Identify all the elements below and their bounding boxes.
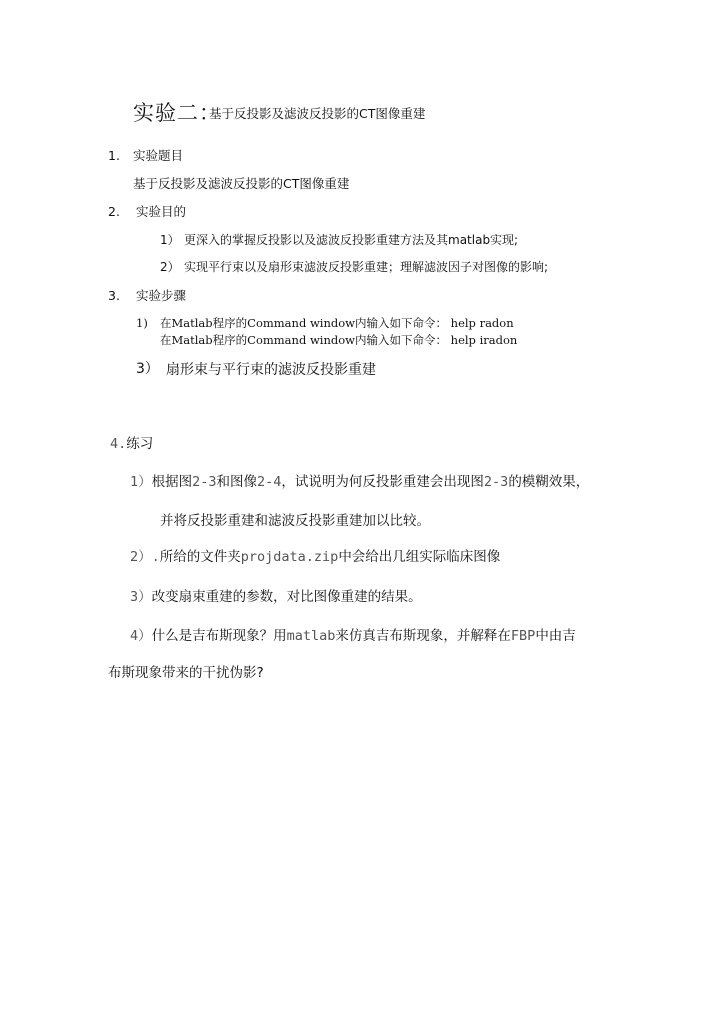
objective-2-number: 2） [160, 260, 180, 274]
page-title: 实验二： [133, 101, 221, 125]
exercise-2-text-a: 所给的文件夹 [159, 549, 241, 565]
section-3-heading: 实验步骤 [136, 288, 187, 303]
step-1-line-2: 在Matlab程序的Command window内输入如下命令： help iradon [160, 333, 518, 347]
section-4-number: 4. [110, 436, 127, 452]
file-name: projdata.zip [240, 549, 339, 565]
section-4-heading [110, 438, 153, 452]
exercise-1-text-d: 的模糊效果， [508, 474, 590, 490]
section-3-number: 3. [108, 288, 120, 303]
step-1-line-1: 在Matlab程序的Command window内输入如下命令： help radon [160, 316, 514, 330]
section-1-heading: 实验题目 [133, 148, 184, 163]
exercise-1-text-c: ，试说明为何反投影重建会出现图 [281, 474, 484, 490]
exercise-2-number: 2）. [130, 549, 160, 565]
figure-ref-2-3: 2-3 [192, 474, 217, 490]
page-subtitle: 基于反投影及滤波反投影的CT图像重建 [209, 106, 426, 121]
exercise-1-text-b: 和图像 [216, 474, 258, 490]
exercise-3-number: 3） [130, 589, 152, 605]
figure-ref-2-3-second: 2-3 [483, 474, 509, 490]
section-4-title: 练习 [126, 436, 154, 452]
step-3-text: 扇形束与平行束的滤波反投影重建 [166, 362, 376, 378]
exercise-1-text-a: 根据图 [151, 474, 193, 490]
code-matlab: matlab [286, 628, 336, 644]
exercise-4-text-c: 中由吉 [535, 628, 576, 644]
objective-1-number: 1） [160, 233, 180, 247]
step-1-number: 1) [136, 316, 148, 330]
exercise-4-text-b: 来仿真吉布斯现象，并解释在 [335, 628, 511, 644]
section-2-number: 2. [108, 204, 120, 219]
exercise-4-text-a: 什么是吉布斯现象？用 [151, 628, 287, 644]
section-1-number: 1. [108, 148, 120, 163]
objective-2-text: 实现平行束以及扇形束滤波反投影重建；理解滤波因子对图像的影响; [184, 260, 549, 274]
exercise-4-number: 4） [130, 628, 152, 644]
exercise-4-line-1 [130, 630, 576, 644]
exercise-1-line-2: 并将反投影重建和滤波反投影重建加以比较。 [160, 513, 430, 529]
section-2-heading: 实验目的 [136, 204, 187, 219]
exercise-2-text-b: 中会给出几组实际临床图像 [338, 549, 501, 565]
exercise-2 [130, 551, 500, 565]
objective-1-text: 更深入的掌握反投影以及滤波反投影重建方法及其matlab实现; [184, 233, 519, 247]
exercise-4-line-2: 布斯现象带来的干扰伪影? [108, 665, 264, 681]
exercise-1-number: 1） [130, 474, 152, 490]
code-fbp: FBP [510, 628, 536, 644]
step-3-number: 3） [136, 361, 159, 377]
figure-ref-2-4: 2-4 [257, 474, 282, 490]
section-1-content: 基于反投影及滤波反投影的CT图像重建 [133, 176, 350, 191]
exercise-3 [130, 591, 422, 605]
exercise-1-line-1 [130, 476, 589, 490]
exercise-3-text: 改变扇束重建的参数，对比图像重建的结果。 [151, 589, 422, 605]
